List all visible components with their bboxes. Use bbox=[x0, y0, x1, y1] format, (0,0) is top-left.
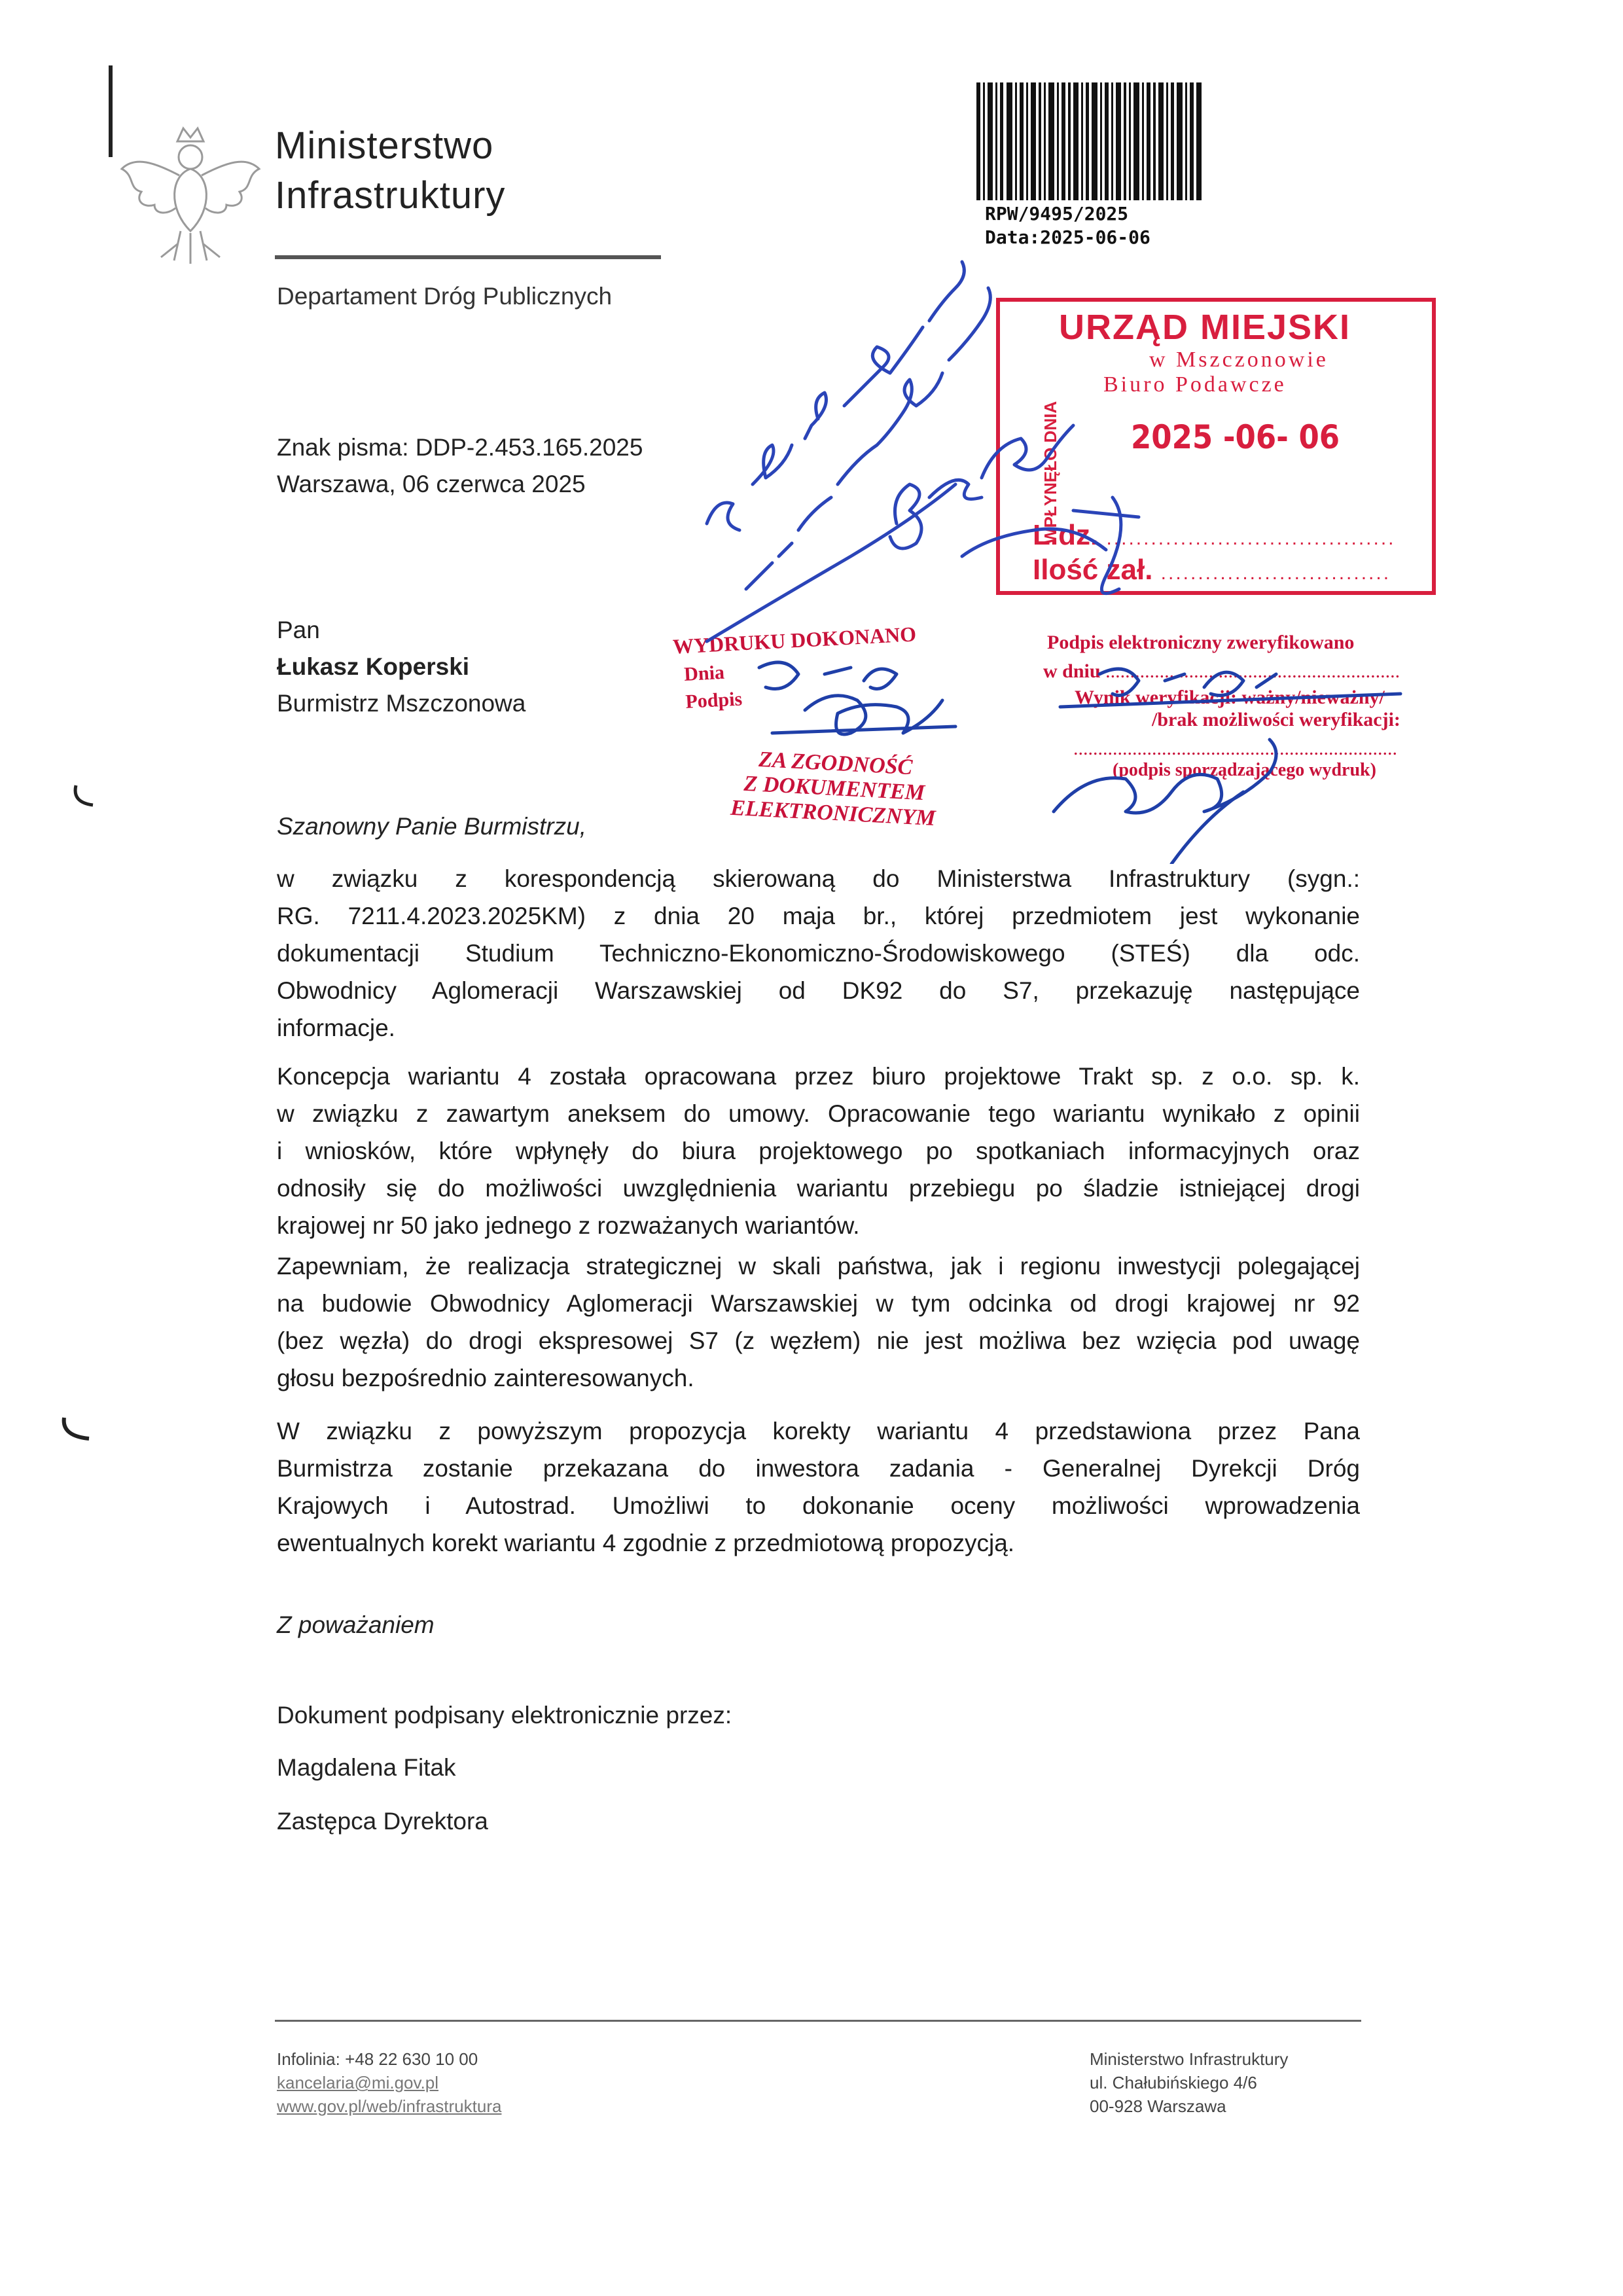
conformity-stamp-line2: Z DOKUMENTEM bbox=[743, 771, 925, 806]
paragraph-3-line: (bez węzła) do drogi ekspresowej S7 (z węzłem) nie jest możliwa bez wzięcia pod uwagę bbox=[277, 1327, 1360, 1354]
paragraph-1 bbox=[277, 860, 1360, 1047]
paragraph-3 bbox=[277, 1247, 1360, 1397]
barcode-number: RPW/9495/2025 bbox=[985, 203, 1129, 224]
registry-stamp-ldz-label: L.dz. bbox=[1033, 519, 1099, 551]
scan-mark-left-2 bbox=[51, 1412, 97, 1452]
footer-city: 00-928 Warszawa bbox=[1090, 2096, 1226, 2116]
paragraph-1-line: w związku z korespondencją skierowaną do Ministerstwa Infrastruktury (sygn.: bbox=[277, 865, 1360, 892]
paragraph-1-line: RG. 7211.4.2023.2025KM) z dnia 20 maja br., której przedmiotem jest wykonanie bbox=[277, 903, 1360, 929]
print-stamp bbox=[672, 622, 919, 713]
footer-hotline: Infolinia: +48 22 630 10 00 bbox=[277, 2049, 478, 2069]
eagle-emblem-icon bbox=[115, 117, 266, 274]
recipient-title: Pan bbox=[277, 617, 320, 643]
header-divider bbox=[275, 255, 661, 259]
paragraph-3-line: na budowie Obwodnicy Aglomeracji Warszawskiej w tym odcinka od drogi krajowej nr 92 bbox=[277, 1290, 1360, 1317]
registry-stamp-attachments-label: Ilość zał. bbox=[1033, 554, 1153, 586]
verification-stamp-date-dots: ............................................................ bbox=[1100, 660, 1400, 682]
salutation: Szanowny Panie Burmistrzu, bbox=[277, 813, 586, 840]
registry-stamp-ldz-dots: ....................................... bbox=[1106, 528, 1396, 549]
barcode-icon bbox=[975, 82, 1204, 200]
paragraph-2-line: i wniosków, które wpłynęły do biura projektowego po spotkaniach informacyjnych oraz bbox=[277, 1138, 1360, 1164]
registry-stamp-received: WPŁYNĘŁO DNIA bbox=[1041, 401, 1060, 544]
closing: Z poważaniem bbox=[277, 1611, 435, 1638]
paragraph-4-line: W związku z powyższym propozycja korekty wariantu 4 przedstawiona przez Pana bbox=[277, 1418, 1360, 1444]
paragraph-2 bbox=[277, 1058, 1360, 1244]
footer-divider bbox=[275, 2020, 1361, 2022]
verification-stamp-title: Podpis elektroniczny zweryfikowano bbox=[1047, 632, 1355, 653]
registry-stamp-title: URZĄD MIEJSKI bbox=[1059, 308, 1351, 347]
footer-website-link[interactable]: www.gov.pl/web/infrastruktura bbox=[277, 2096, 502, 2116]
recipient-position: Burmistrz Mszczonowa bbox=[277, 690, 526, 717]
footer-address bbox=[1090, 2047, 1288, 2118]
scan-mark-left-1 bbox=[63, 779, 102, 818]
paragraph-2-line: krajowej nr 50 jako jednego z rozważanych wariantów. bbox=[277, 1212, 860, 1239]
print-stamp-date-label: Dnia bbox=[683, 661, 725, 685]
registry-stamp-line2: w Mszczonowie bbox=[1149, 348, 1329, 372]
verification-stamp-result: Wynik weryfikacji: ważny/nieważny/ bbox=[1075, 687, 1385, 708]
paragraph-2-line: odnosiły się do możliwości uwzględnienia wariantu przebiegu po śladzie istniejącej drogi bbox=[277, 1175, 1360, 1202]
paragraph-1-line: dokumentacji Studium Techniczno-Ekonomiczno-Środowiskowego (STEŚ) dla odc. bbox=[277, 940, 1360, 967]
registry-stamp-date: 2025 -06- 06 bbox=[1131, 418, 1340, 456]
signatory-name: Magdalena Fitak bbox=[277, 1754, 456, 1781]
reference-number: Znak pisma: DDP-2.453.165.2025 bbox=[277, 434, 643, 461]
footer-contact bbox=[277, 2047, 501, 2118]
registry-stamp-attachments bbox=[1033, 554, 1391, 586]
registry-stamp-line3: Biuro Podawcze bbox=[1103, 372, 1287, 397]
paragraph-4-line: ewentualnych korekt wariantu 4 zgodnie z przedmiotową propozycją. bbox=[277, 1530, 1015, 1556]
verification-stamp-date bbox=[1043, 660, 1400, 683]
conformity-stamp-line3: ELEKTRONICZNYM bbox=[730, 795, 936, 831]
paragraph-4 bbox=[277, 1412, 1360, 1562]
paragraph-2-line: Koncepcja wariantu 4 została opracowana przez biuro projektowe Trakt sp. z o.o. sp. k. bbox=[277, 1063, 1360, 1090]
scan-mark-top bbox=[109, 65, 113, 157]
recipient-name: Łukasz Koperski bbox=[277, 653, 470, 680]
conformity-stamp bbox=[730, 746, 938, 831]
print-stamp-title: WYDRUKU DOKONANO bbox=[672, 622, 917, 658]
department-name: Departament Dróg Publicznych bbox=[277, 283, 613, 310]
signed-by-label: Dokument podpisany elektronicznie przez: bbox=[277, 1702, 732, 1729]
print-stamp-signature-label: Podpis bbox=[685, 688, 743, 713]
signatory-title: Zastępca Dyrektora bbox=[277, 1808, 488, 1835]
barcode-date: Data:2025-06-06 bbox=[985, 226, 1150, 248]
ministry-name-line2: Infrastruktury bbox=[275, 174, 506, 217]
verification-stamp-result2: /brak możliwości weryfikacji: bbox=[1152, 709, 1400, 730]
verification-stamp bbox=[1043, 632, 1400, 781]
paragraph-2-line: w związku z zawartym aneksem do umowy. Opracowanie tego wariantu wynikało z opinii bbox=[277, 1100, 1360, 1127]
paragraph-4-line: Burmistrza zostanie przekazana do inwestora zadania - Generalnej Dyrekcji Dróg bbox=[277, 1455, 1360, 1482]
registry-stamp bbox=[996, 298, 1436, 595]
paragraph-3-line: głosu bezpośrednio zainteresowanych. bbox=[277, 1365, 694, 1391]
paragraph-1-line: informacje. bbox=[277, 1014, 395, 1041]
place-date: Warszawa, 06 czerwca 2025 bbox=[277, 471, 586, 497]
paragraph-4-line: Krajowych i Autostrad. Umożliwi to dokonanie oceny możliwości wprowadzenia bbox=[277, 1492, 1360, 1519]
paragraph-1-line: Obwodnicy Aglomeracji Warszawskiej od DK92 do S7, przekazuję następujące bbox=[277, 977, 1360, 1004]
ministry-name-line1: Ministerstwo bbox=[275, 124, 494, 167]
registry-stamp-ldz bbox=[1033, 519, 1396, 552]
conformity-stamp-line1: ZA ZGODNOŚĆ bbox=[758, 747, 914, 780]
verification-stamp-caption: (podpis sporządzającego wydruk) bbox=[1113, 760, 1376, 780]
paragraph-3-line: Zapewniam, że realizacja strategicznej w skali państwa, jak i regionu inwestycji polegającej bbox=[277, 1253, 1360, 1280]
verification-stamp-dots: .................................................................. bbox=[1073, 738, 1397, 759]
footer-email-link[interactable]: kancelaria@mi.gov.pl bbox=[277, 2073, 439, 2092]
recipient-block bbox=[277, 612, 526, 722]
footer-street: ul. Chałubińskiego 4/6 bbox=[1090, 2073, 1257, 2092]
registry-stamp-attachments-dots: ............................... bbox=[1160, 562, 1391, 584]
footer-org: Ministerstwo Infrastruktury bbox=[1090, 2049, 1289, 2069]
document-meta bbox=[277, 429, 643, 503]
barcode-label bbox=[972, 77, 1247, 274]
verification-stamp-date-label: w dniu bbox=[1043, 660, 1101, 682]
ministry-name bbox=[275, 121, 505, 221]
